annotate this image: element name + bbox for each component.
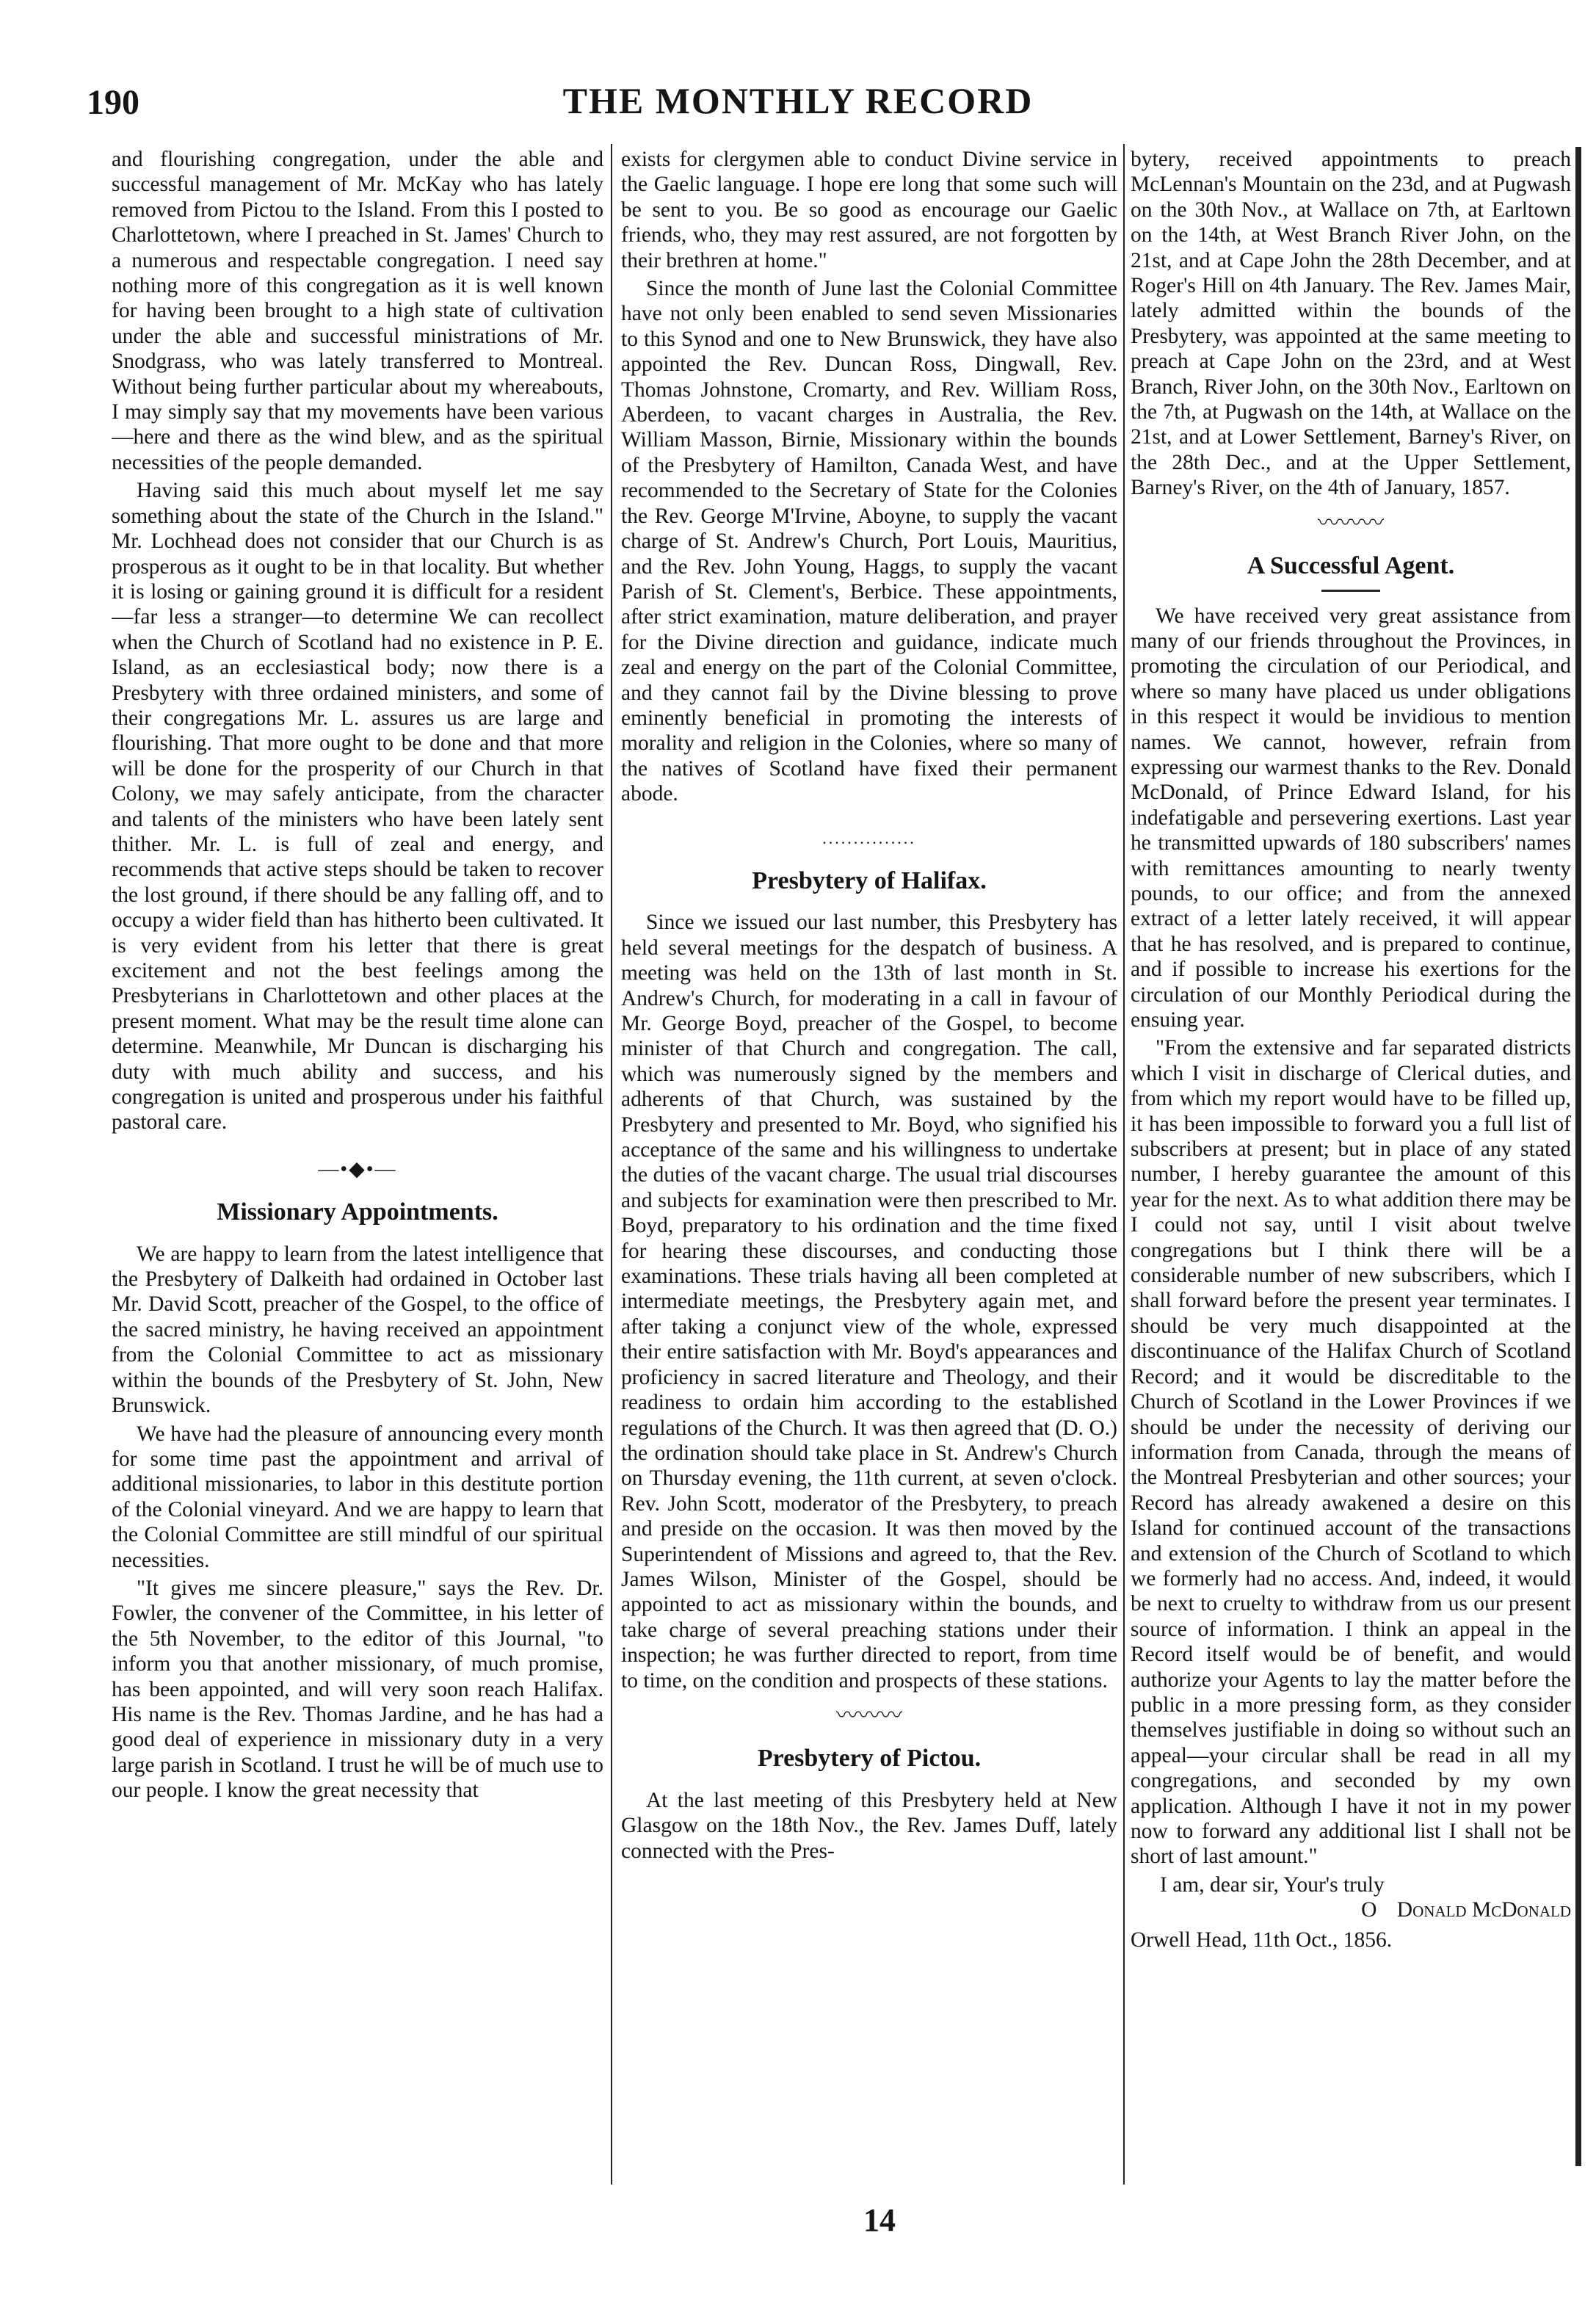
column-rule-right [1123,144,1125,2185]
paragraph: "From the extensive and far separated districts which I visit in discharge of Clerical duties, and from which my report would have to be filled up, it has been impossible to forward you a full list of subscribers at present; but in place of any stated number, I hereby guarantee the amount of this year for the next. As to what addition there may be I could not say, until I visit about twelve congregations but I think there will be a considerable number of new subscribers, which I shall forward before the present year terminates. I should be very much disappointed at the discontinuance of the Halifax Church of Scotland Record; and it would be discreditable to the Church of Scotland in the Lower Provinces if we should be under the necessity of deriving our information from Canada, through the means of the Montreal Presbyterian and other sources; your Record has already awakened a desire on this Island for continued account of the transactions and extension of the Church of Scotland to which we formerly had no access. And, indeed, it would be next to cruelty to withdraw from us our present source of information. I think an appeal in the Record itself would be of benefit, and would authorize your Agents to lay the matter before the public in a more pressing form, as they consider themselves justifiable in doing so without such an appeal—your circular shall be read in all my congregations, and seconded by my own application. Although I have it not in my power now to forward any additional list I shall not be short of last amount." [1131,1036,1571,1869]
dotted-divider: ............... [822,828,916,847]
column-3 [1131,147,1571,2199]
paragraph: Since we issued our last number, this Presbytery has held several meetings for the despatch of business. A meeting was held on the 13th of last month in St. Andrew's Church, for moderating in a call in favour of Mr. George Boyd, preacher of the Gospel, to become minister of that Church and congregation. The call, which was numerously signed by the members and adherents of that Church, was sustained by the Presbytery and presented to Mr. Boyd, who signified his acceptance of the same and his willingness to undertake the duties of the vacant charge. The usual trial discourses and subjects for examination were then prescribed to Mr. Boyd, preparatory to his ordination and the time fixed for hearing these discourses, and conducting those examinations. These trials having all been completed at intermediate meetings, the Presbytery again met, and after taking a conjunct view of the whole, expressed their entire satisfaction with Mr. Boyd's appearances and proficiency in sacred literature and Theology, and their readiness to ordain him according to the established regulations of the Church. It was then agreed that (D. O.) the ordination should take place in St. Andrew's Church on Thursday evening, the 11th current, at seven o'clock. Rev. John Scott, moderator of the Presbytery, to preach and preside on the occasion. It was then moved by the Superintendent of Missions and agreed to, that the Rev. James Wilson, Minister of the Gospel, should be appointed to act as missionary within the bounds, and take charge of several preaching stations under their inspection; he was further directed to report, from time to time, on the condition and prospects of these stations. [621,911,1117,1693]
signature-number: 14 [863,2202,896,2238]
heading-underline [1321,590,1380,592]
closing-line: I am, dear sir, Your's truly [1160,1872,1385,1897]
section-heading: Presbytery of Halifax. [752,866,987,894]
dateline: Orwell Head, 11th Oct., 1856. [1131,1928,1393,1952]
paragraph: "It gives me sincere pleasure," says the Rev. Dr. Fowler, the convener of the Committee, in his letter of the 5th November, to the editor of this Journal, "to inform you that another missionary, of much promise, has been appointed, and will very soon reach Halifax. His name is the Rev. Thomas Jardine, and he has had a good deal of experience in missionary duty in a very large parish in Scotland. I trust he will be of much use to our people. I know the great necessity that [112,1576,603,1803]
wave-divider: 〰〰〰 [1318,510,1384,535]
binding-edge [1575,147,1581,2166]
section-heading: A Successful Agent. [1247,552,1455,580]
paragraph: We have received very great assistance from many of our friends throughout the Provinces, in promoting the circulation of our Periodical, and where so many have placed us under obligations in this respect it would be invidious to mention names. We cannot, however, refrain from expressing our warmest thanks to the Rev. Donald McDonald, of Prince Edward Island, for his indefatigable and persevering exertions. Last year he transmitted upwards of 180 subscribers' names with remittances amounting to nearly twenty pounds, to our office; and from the annexed extract of a letter lately received, it will appear that he has resolved, and is prepared to continue, and if possible to increase his exertions for the circulation of our Monthly Periodical during the ensuing year. [1131,604,1571,1032]
paragraph: We are happy to learn from the latest intelligence that the Presbytery of Dalkeith had ordained in October last Mr. David Scott, preacher of the Gospel, to the office of the sacred ministry, he having received an appointment from the Colonial Committee to act as missionary within the bounds of the Presbytery of St. John, New Brunswick. [112,1242,603,1418]
paragraph: At the last meeting of this Presbytery held at New Glasgow on the 18th Nov., the Rev. James Duff, lately connected with the Pres- [621,1788,1117,1863]
paragraph: bytery, received appointments to preach McLennan's Mountain on the 23d, and at Pugwash on the 30th Nov., at Wallace on 7th, at Earltown on the 14th, at West Branch River John, on the 21st, and at Cape John the 28th December, and at Roger's Hill on 4th January. The Rev. James Mair, lately admitted within the bounds of the Presbytery, was appointed at the same meeting to preach at Cape John on the 23rd, and at West Branch, River John, on the 30th Nov., Earltown on the 7th, at Pugwash on the 14th, at Wallace on the 21st, and at Lower Settlement, Barney's River, on the 28th Dec., and at the Upper Settlement, Barney's River, on the 4th of January, 1857. [1131,148,1571,500]
page-number: 190 [87,83,139,122]
section-heading: Missionary Appointments. [217,1198,498,1226]
signature-mark: O [1361,1898,1377,1922]
column-1 [112,147,603,2199]
letter-signoff [1131,1872,1571,1952]
ornament-divider: —•◆•— [318,1157,397,1181]
wave-divider: 〰〰〰 [836,1703,902,1728]
paragraph: Having said this much about myself let me say something about the state of the Church in the Island." Mr. Lochhead does not consider that our Church is as prosperous as it ought to be in that locality. But whether it is losing or gaining ground it is difficult for a resident—far less a stranger—to determine We can recollect when the Church of Scotland had no existence in P. E. Island, as an ecclesiastical body; now there is a Presbytery with three ordained ministers, and some of their congregations Mr. L. assures us are large and flourishing. That more ought to be done and that more will be done for the prosperity of our Church in that Colony, we may safely anticipate, from the character and talents of the ministers who have been lately sent thither. Mr. L. is full of zeal and energy, and recommends that active steps should be taken to recover the lost ground, if there should be any falling off, and to occupy a wider field than has hitherto been cultivated. It is very evident from his letter that there is great excitement and not the best feelings among the Presbyterians in Charlottetown and other places at the present moment. What may be the result time alone can determine. Meanwhile, Mr Duncan is discharging his duty with much ability and success, and his congregation is united and prosperous under his faithful pastoral care. [112,479,603,1134]
running-title: THE MONTHLY RECORD [562,80,1034,121]
column-rule-left [611,144,612,2185]
paragraph: We have had the pleasure of announcing every month for some time past the appointment and arrival of additional missionaries, to labor in this destitute portion of the Colonial vineyard. And we are happy to learn that the Colonial Committee are still mindful of our spiritual necessities. [112,1422,603,1572]
paragraph: exists for clergymen able to conduct Divine service in the Gaelic language. I hope ere long that some such will be sent to you. Be so good as encourage our Gaelic friends, who, they may rest assured, are not forgotten by their brethren at home." [621,148,1117,272]
signature-name: Donald McDonald [1396,1898,1571,1922]
paragraph: and flourishing congregation, under the able and successful management of Mr. McKay who has lately removed from Pictou to the Island. From this I posted to Charlottetown, where I preached in St. James' Church to a numerous and respectable congregation. I need say nothing more of this congregation as it is well known for having been brought to a high state of cultivation under the able and successful ministrations of Mr. Snodgrass, who was lately transferred to Montreal. Without being further particular about my whereabouts, I may simply say that my movements have been various—here and there as the wind blew, and as the spiritual necessities of the people demanded. [112,148,603,474]
signature-line [1131,1897,1571,1922]
paragraph: Since the month of June last the Colonial Committee have not only been enabled to send seven Missionaries to this Synod and one to New Brunswick, they have also appointed the Rev. Duncan Ross, Dingwall, Rev. Thomas Johnstone, Cromarty, and Rev. William Ross, Aberdeen, to vacant charges in Australia, the Rev. William Masson, Birnie, Missionary within the bounds of the Presbytery of Hamilton, Canada West, and have recommended to the Secretary of State for the Colonies the Rev. George M'Irvine, Aboyne, to supply the vacant charge of St. Andrew's Church, Port Louis, Mauritius, and the Rev. John Young, Haggs, to supply the vacant Parish of St. Clement's, Berbice. These appointments, after strict examination, mature deliberation, and prayer for the Divine direction and guidance, indicate much zeal and energy on the part of the Colonial Committee, and they cannot fail by the Divine blessing to prove eminently beneficial in promoting the interests of morality and religion in the Colonies, where so many of the natives of Scotland have fixed their permanent abode. [621,277,1117,806]
column-2 [621,147,1117,2199]
section-heading: Presbytery of Pictou. [757,1745,982,1773]
